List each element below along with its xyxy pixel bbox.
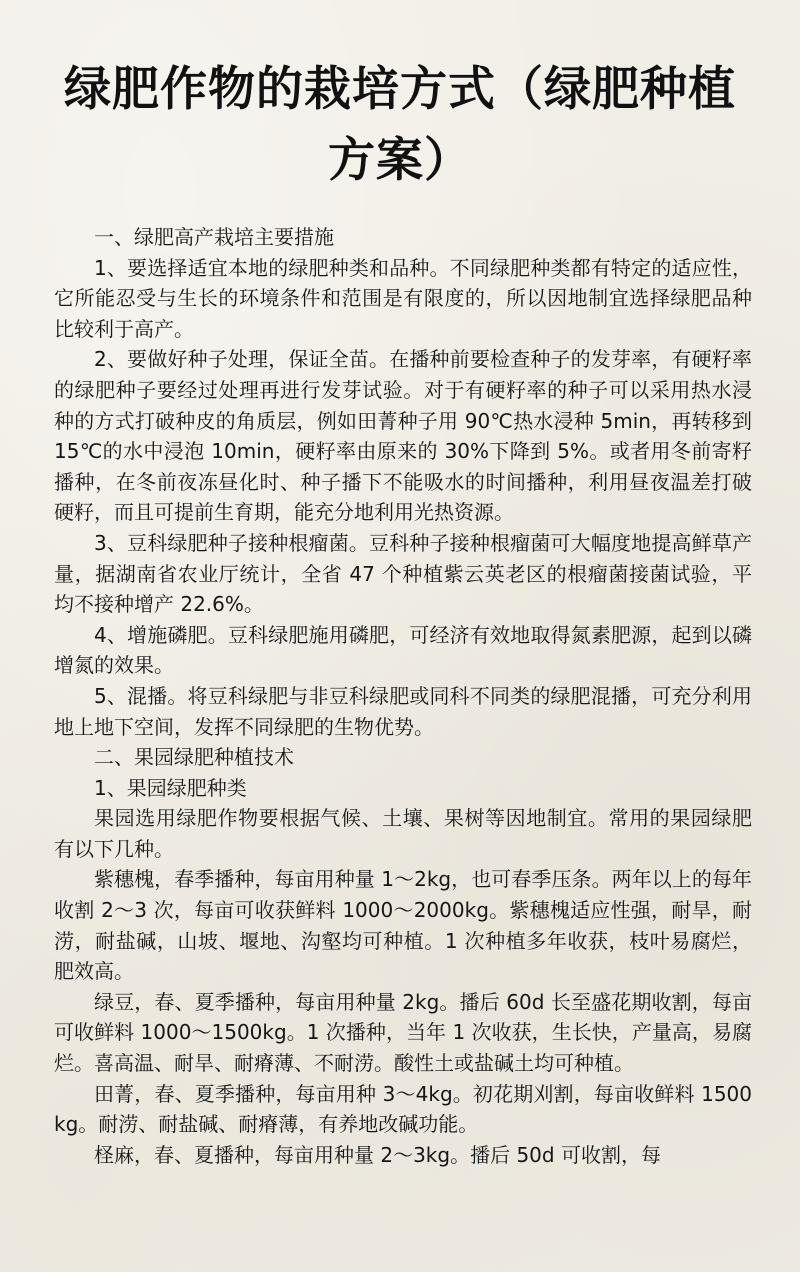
section-heading-2: 二、果园绿肥种植技术 [94, 745, 294, 770]
paragraph-lvdou: 绿豆，春、夏季播种，每亩用种量 2kg。播后 60d 长至盛花期收割，每亩可收鲜料 1000～1500kg。1 次播种，当年 1 次收获，生长快，产量高，易腐烂。喜高温、耐旱、耐瘠薄、不耐涝。酸性土或盐碱土均可种植。 [54, 989, 752, 1076]
document-body [54, 222, 752, 1170]
paragraph-zisuihuai: 紫穗槐，春季播种，每亩用种量 1～2kg，也可春季压条。两年以上的每年收割 2～3 次，每亩可收获鲜料 1000～2000kg。紫穗槐适应性强，耐旱，耐涝，耐盐碱，山坡、堰地、沟壑均可种植。1 次种植多年收获，枝叶易腐烂，肥效高。 [54, 867, 752, 984]
page-title: 绿肥作物的栽培方式（绿肥种植方案） [64, 62, 736, 188]
paragraph-item-3: 3、豆科绿肥种子接种根瘤菌。豆科种子接种根瘤菌可大幅度地提高鲜草产量，据湖南省农业厅统计，全省 47 个种植紫云英老区的根瘤菌接菌试验，平均不接种增产 22.6%。 [54, 530, 752, 617]
paragraph-tianjing: 田菁，春、夏季播种，每亩用种 3～4kg。初花期刈割，每亩收鲜料 1500kg。耐涝、耐盐碱、耐瘠薄，有养地改碱功能。 [54, 1081, 752, 1137]
section-heading-1: 一、绿肥高产栽培主要措施 [94, 225, 334, 249]
paragraph-item-4: 4、增施磷肥。豆科绿肥施用磷肥，可经济有效地取得氮素肥源，起到以磷增氮的效果。 [54, 622, 752, 678]
paragraph-item-5: 5、混播。将豆科绿肥与非豆科绿肥或同科不同类的绿肥混播，可充分利用地上地下空间，发挥不同绿肥的生物优势。 [54, 683, 752, 739]
paragraph-item-1: 1、要选择适宜本地的绿肥种类和品种。不同绿肥种类都有特定的适应性，它所能忍受与生长的环境条件和范围是有限度的，所以因地制宜选择绿肥品种比较利于高产。 [54, 255, 752, 341]
paragraph-chengma: 柽麻，春、夏播种，每亩用种量 2～3kg。播后 50d 可收割，每 [94, 1142, 661, 1167]
paragraph-item-2: 2、要做好种子处理，保证全苗。在播种前要检查种子的发芽率，有硬籽率的绿肥种子要经过处理再进行发芽试验。对于有硬籽率的种子可以采用热水浸种的方式打破种皮的角质层，例如田菁种子用 90℃热水浸种 5min，再转移到 15℃的水中浸泡 10min，硬籽率由原来的 30%下降到 5%。或者用冬前寄籽播种，在冬前夜冻昼化时、种子播下不能吸水的时间播种，利用昼夜温差打破硬籽，而且可提前生育期，能充分地利用光热资源。 [54, 347, 752, 525]
paragraph-intro: 果园选用绿肥作物要根据气候、土壤、果树等因地制宜。常用的果园绿肥有以下几种。 [54, 806, 752, 861]
subsection-heading: 1、果园绿肥种类 [94, 775, 247, 800]
